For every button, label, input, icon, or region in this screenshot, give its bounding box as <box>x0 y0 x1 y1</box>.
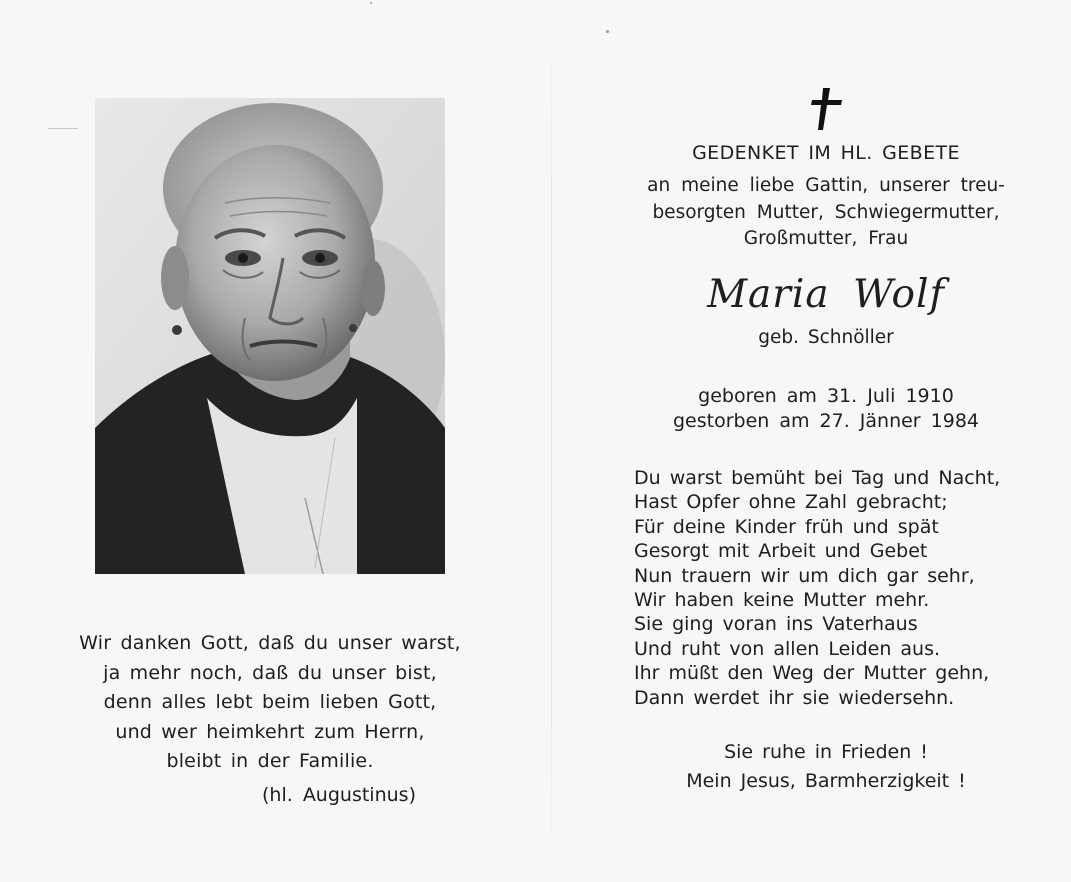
poem-line: Dann werdet ihr sie wiedersehn. <box>634 686 955 709</box>
deceased-name: Maria Wolf <box>707 272 945 317</box>
card-fold <box>551 0 552 882</box>
paper-speck <box>606 30 609 33</box>
paper-speck <box>370 2 372 4</box>
poem-line: Gesorgt mit Arbeit und Gebet <box>634 540 928 563</box>
death-date: gestorben am 27. Jänner 1984 <box>672 410 980 432</box>
poem-line: Nun trauern wir um dich gar sehr, <box>634 564 975 587</box>
poem-line: Ihr müßt den Weg der Mutter gehn, <box>634 662 990 685</box>
poem-line: Du warst bemüht bei Tag und Nacht, <box>634 467 1001 489</box>
birth-name: geb. Schnöller <box>758 327 894 348</box>
quote-line: und wer heimkehrt zum Herrn, <box>115 720 425 743</box>
poem-line: Wir haben keine Mutter mehr. <box>634 589 930 612</box>
quote-line: bleibt in der Familie. <box>166 750 374 772</box>
memorial-heading: GEDENKET IM HL. GEBETE <box>692 142 960 164</box>
closing-prayer <box>580 738 1071 796</box>
dedication-line: an meine liebe Gattin, unserer treu- <box>647 175 1005 196</box>
portrait-photo <box>95 98 445 574</box>
poem-line: Sie ging voran ins Vaterhaus <box>634 613 918 636</box>
memorial-poem <box>634 466 1000 710</box>
dedication-line: Großmutter, Frau <box>743 228 909 249</box>
poem-line: Für deine Kinder früh und spät <box>634 515 939 538</box>
portrait-image <box>95 98 445 574</box>
quote-source: (hl. Augustinus) <box>262 784 416 806</box>
quote-line: Wir danken Gott, daß du unser warst, <box>79 632 461 654</box>
quote-line: ja mehr noch, daß du unser bist, <box>103 661 437 684</box>
poem-line: Und ruht von allen Leiden aus. <box>634 637 941 660</box>
prayer-line: Mein Jesus, Barmherzigkeit ! <box>686 770 966 792</box>
poem-line: Hast Opfer ohne Zahl gebracht; <box>634 491 948 514</box>
rest-in-peace: Sie ruhe in Frieden ! <box>724 741 928 763</box>
dedication-text <box>580 173 1071 253</box>
quote-line: denn alles lebt beim lieben Gott, <box>103 691 437 713</box>
life-dates <box>580 384 1071 434</box>
paper-speck <box>48 128 78 129</box>
birth-date: geboren am 31. Juli 1910 <box>698 385 954 407</box>
dedication-line: besorgten Mutter, Schwiegermutter, <box>652 201 1000 223</box>
augustinus-quote <box>40 629 500 777</box>
cross-icon <box>806 86 846 132</box>
